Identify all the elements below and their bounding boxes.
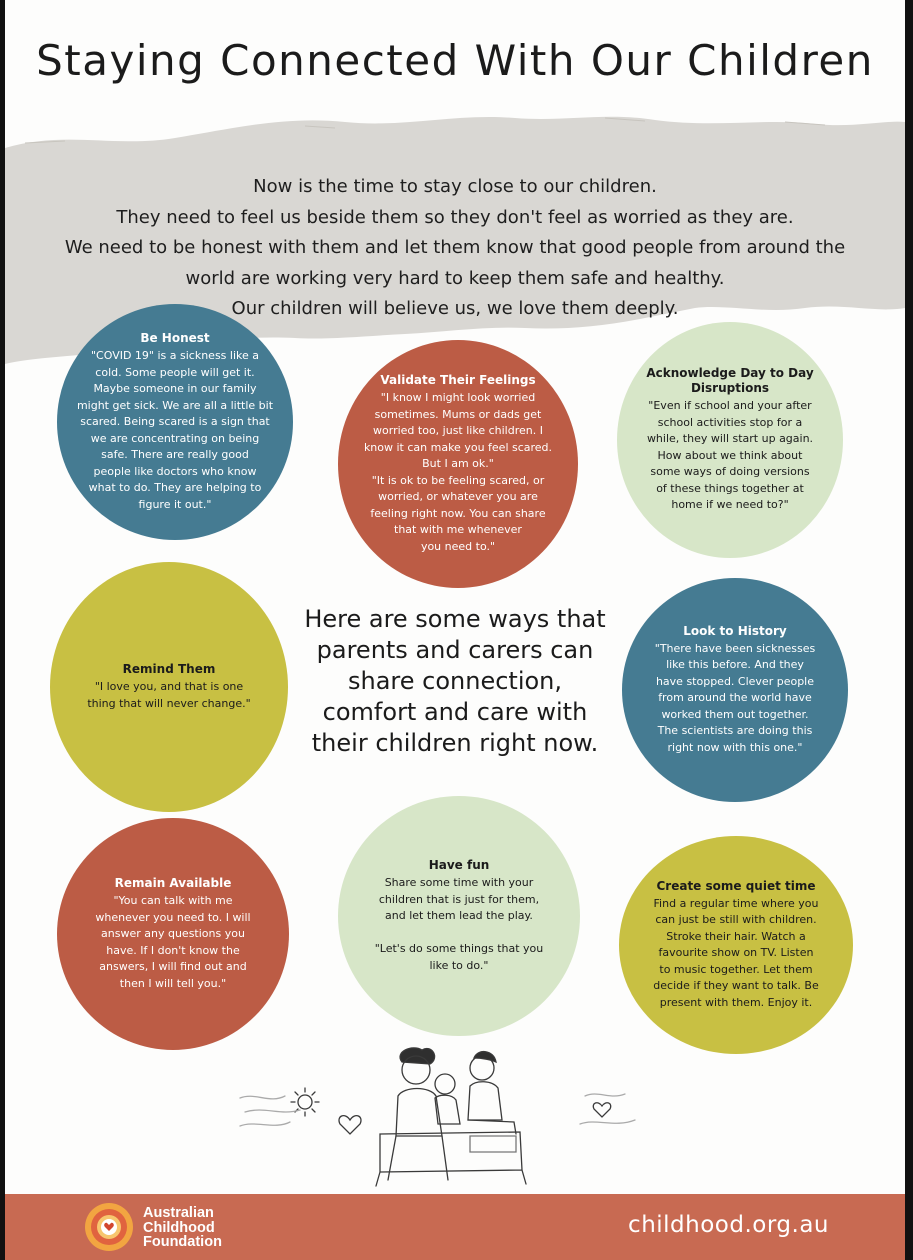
card-text: "You can talk with me whenever you need to. I will answer any questions you have. If I don't know the answers, I will find out and then I will tell you." bbox=[95, 894, 251, 990]
intro-line: We need to be honest with them and let them know that good people from around the bbox=[64, 237, 846, 258]
couch bbox=[376, 1132, 526, 1186]
card-title: Be Honest bbox=[140, 331, 210, 345]
father-figure bbox=[388, 1048, 448, 1180]
right-border bbox=[905, 0, 913, 1260]
card-look-to-history bbox=[622, 578, 848, 802]
card-title: Remind Them bbox=[122, 662, 216, 676]
card-title: Have fun bbox=[428, 858, 490, 872]
card-text: "There have been sicknesses like this before. And they have stopped. Clever people from around the world have worked them out together. The scientists are doing this right now with this one." bbox=[654, 641, 816, 754]
card-acknowledge-disruptions bbox=[617, 322, 843, 558]
foundation-name: Australian Childhood Foundation bbox=[143, 1205, 222, 1250]
card-quiet-time bbox=[619, 836, 853, 1054]
intro-line: They need to feel us beside them so they don't feel as worried as they are. bbox=[116, 206, 794, 228]
card-title: Validate Their Feelings bbox=[380, 373, 536, 387]
card-text: "Even if school and your after school activities stop for a while, they will start up again. How about we think about some ways of doing versions of these things together at home if we need to?" bbox=[646, 399, 814, 512]
card-be-honest bbox=[57, 304, 293, 540]
center-headline: Here are some ways that parents and carers can share connection, comfort and care with their children right now. bbox=[304, 605, 606, 757]
card-remain-available bbox=[57, 818, 289, 1050]
card-have-fun bbox=[338, 796, 580, 1036]
card-text: Find a regular time where you can just be still with children. Stroke their hair. Watch a favourite show on TV. Listen to music together. Let them decide if they want to talk. Be present with them. Enjoy it. bbox=[653, 896, 819, 1009]
poster-title: Staying Connected With Our Children bbox=[36, 36, 874, 85]
card-validate-feelings bbox=[338, 340, 578, 588]
card-text: "I love you, and that is one thing that will never change." bbox=[87, 680, 251, 710]
heart-icon bbox=[339, 1116, 361, 1134]
foundation-logo-icon bbox=[83, 1201, 135, 1253]
intro-line: world are working very hard to keep them safe and healthy. bbox=[185, 267, 725, 289]
card-text: Share some time with your children that is just for them, and let them lead the play. "Let's do some things that you like to do." bbox=[374, 876, 544, 972]
website-link[interactable]: childhood.org.au bbox=[628, 1212, 829, 1238]
heart-icon bbox=[593, 1103, 610, 1117]
family-illustration bbox=[230, 1040, 650, 1190]
card-text: "COVID 19" is a sickness like a cold. Some people will get it. Maybe someone in our family might get sick. We are all a little bit scared. Being scared is a sign that we are concentrating on being safe. There are really good people like doctors who know what to do. They are helping to figure it out." bbox=[76, 349, 274, 511]
poster bbox=[5, 0, 905, 1260]
footer-bar bbox=[5, 1194, 905, 1260]
mother-figure bbox=[468, 1052, 516, 1134]
card-title: Create some quiet time bbox=[656, 878, 816, 893]
intro-text bbox=[35, 172, 875, 325]
card-title: Look to History bbox=[683, 623, 787, 638]
card-text: "I know I might look worried sometimes. Mums or dads get worried too, just like children. I know it can make you feel scared. But I am ok." "It is ok to be feeling scared, or worried, or whatever you are feeling right now. You can share that with me whenever you need to." bbox=[363, 391, 553, 553]
card-remind-them bbox=[50, 562, 288, 812]
card-title: Acknowledge Day to Day Disruptions bbox=[646, 366, 814, 396]
intro-line: Our children will believe us, we love them deeply. bbox=[231, 298, 679, 319]
sun-icon bbox=[291, 1088, 319, 1116]
card-title: Remain Available bbox=[114, 876, 232, 890]
intro-line: Now is the time to stay close to our children. bbox=[253, 176, 657, 197]
